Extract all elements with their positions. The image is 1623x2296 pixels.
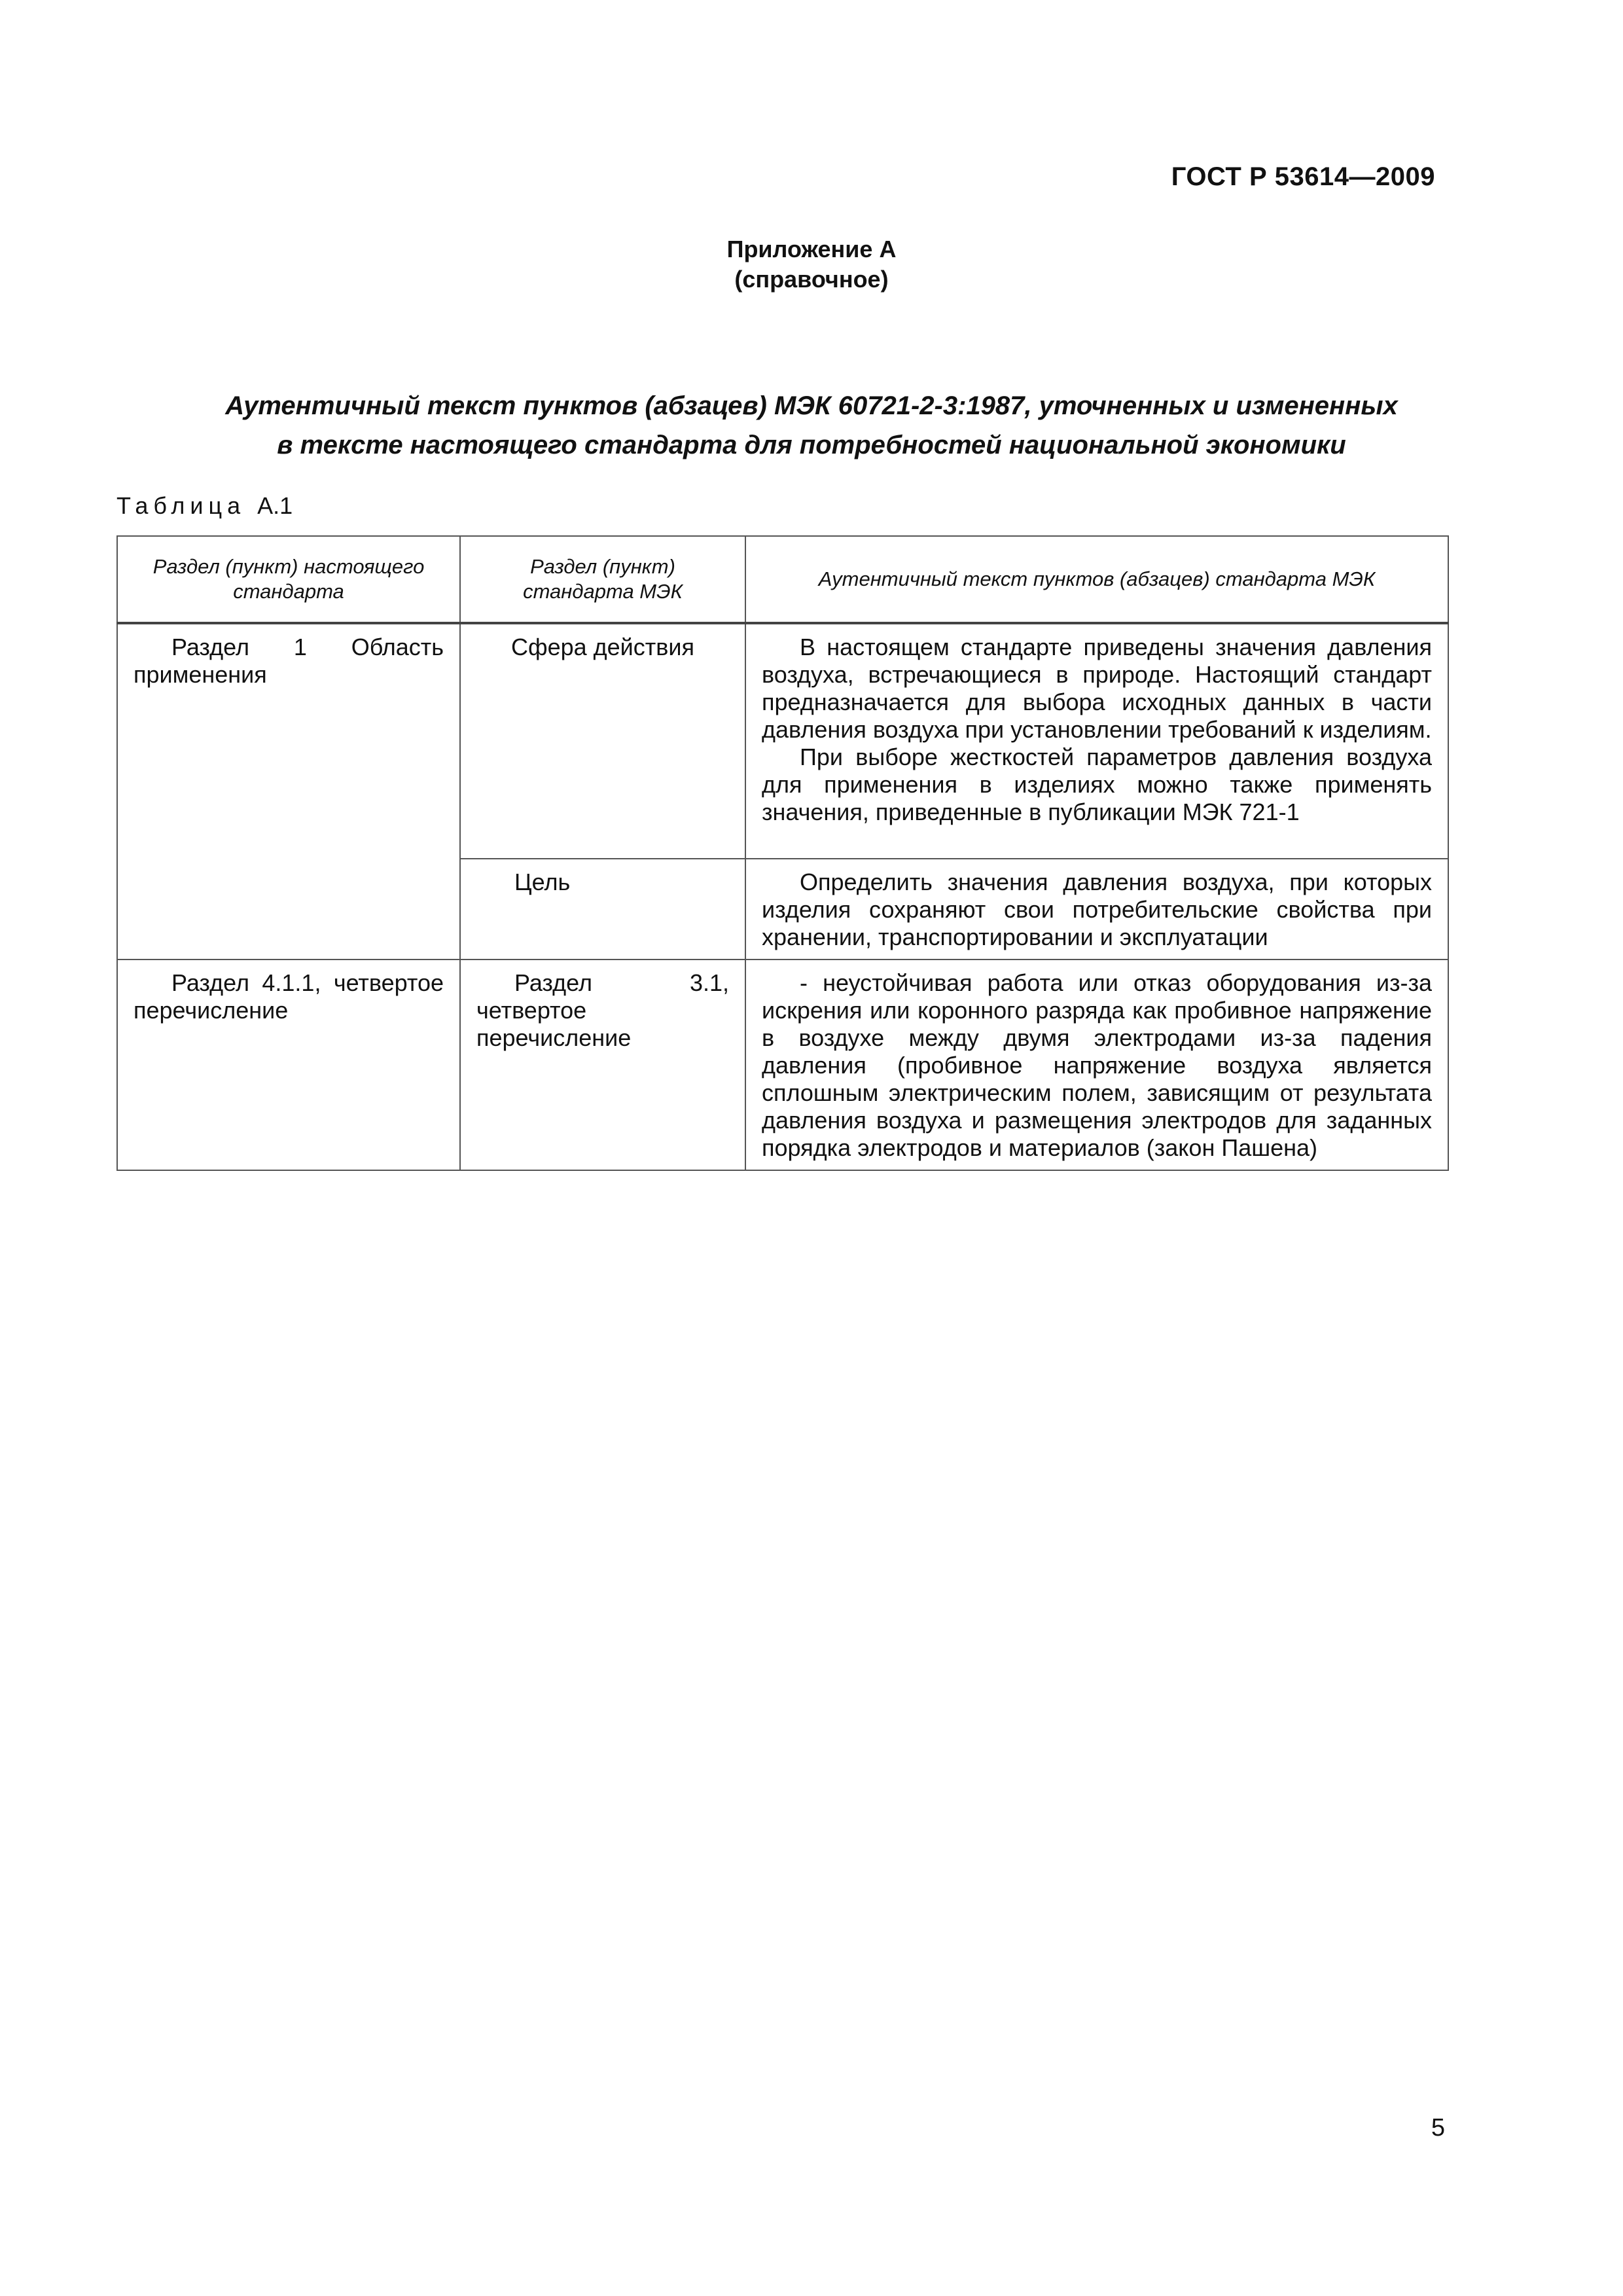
table-caption [116,492,293,520]
iec-section-cell: Раздел 3.1, четвертое перечисление [460,960,745,1170]
authentic-text-cell [745,960,1448,1170]
authentic-text-paragraph: - неустойчивая работа или отказ оборудования из-за искрения или коронного разряда как пробивное напряжение в воздухе между двумя электродами из-за падения давления (пробивное напряжение воздуха является сплошным электрическим полем, зависящим от результата давления воздуха и размещения электродов для заданных порядка электродов и материалов (закон Пашена) [762,969,1432,1161]
appendix-subtitle: (справочное) [734,266,889,293]
header-authentic-text: Аутентичный текст пунктов (абзацев) стандарта МЭК [745,536,1448,623]
appendix-heading [0,234,1623,295]
table-caption-number: А.1 [257,492,293,519]
national-section-cell: Раздел 1 Область применения [117,623,460,960]
table-header-row [117,536,1448,623]
main-title [0,386,1623,465]
header-national-section: Раздел (пункт) настоящего стандарта [117,536,460,623]
authentic-text-cell [745,859,1448,960]
appendix-title: Приложение А [726,236,897,262]
authentic-text-paragraph: В настоящем стандарте приведены значения давления воздуха, встречающиеся в природе. Настоящий стандарт предназначается для выбора исходных данных в части давления воздуха при установлении требований к изделиям. [762,634,1432,743]
authentic-text-paragraph: При выборе жесткостей параметров давления воздуха для применения в изделиях можно также применять значения, приведенные в публикации МЭК 721-1 [762,744,1432,825]
authentic-text-cell [745,623,1448,859]
authentic-text-paragraph: Определить значения давления воздуха, при которых изделия сохраняют свои потребительские свойства при хранении, транспортировании и эксплуатации [762,869,1432,950]
main-title-line-1: Аутентичный текст пунктов (абзацев) МЭК 60721-2-3:1987, уточненных и измененных [225,391,1398,420]
iec-section-cell: Сфера действия [460,623,745,859]
iec-section-cell: Цель [460,859,745,960]
document-code: ГОСТ Р 53614—2009 [1171,162,1435,191]
main-title-line-2: в тексте настоящего стандарта для потребностей национальной экономики [277,431,1346,459]
table-row [117,960,1448,1170]
table-caption-word: Таблица [116,492,246,519]
correspondence-table [116,535,1449,1171]
header-iec-section: Раздел (пункт) стандарта МЭК [460,536,745,623]
national-section-cell: Раздел 4.1.1, четвертое перечисление [117,960,460,1170]
page-number: 5 [1431,2114,1445,2142]
table-row [117,623,1448,859]
